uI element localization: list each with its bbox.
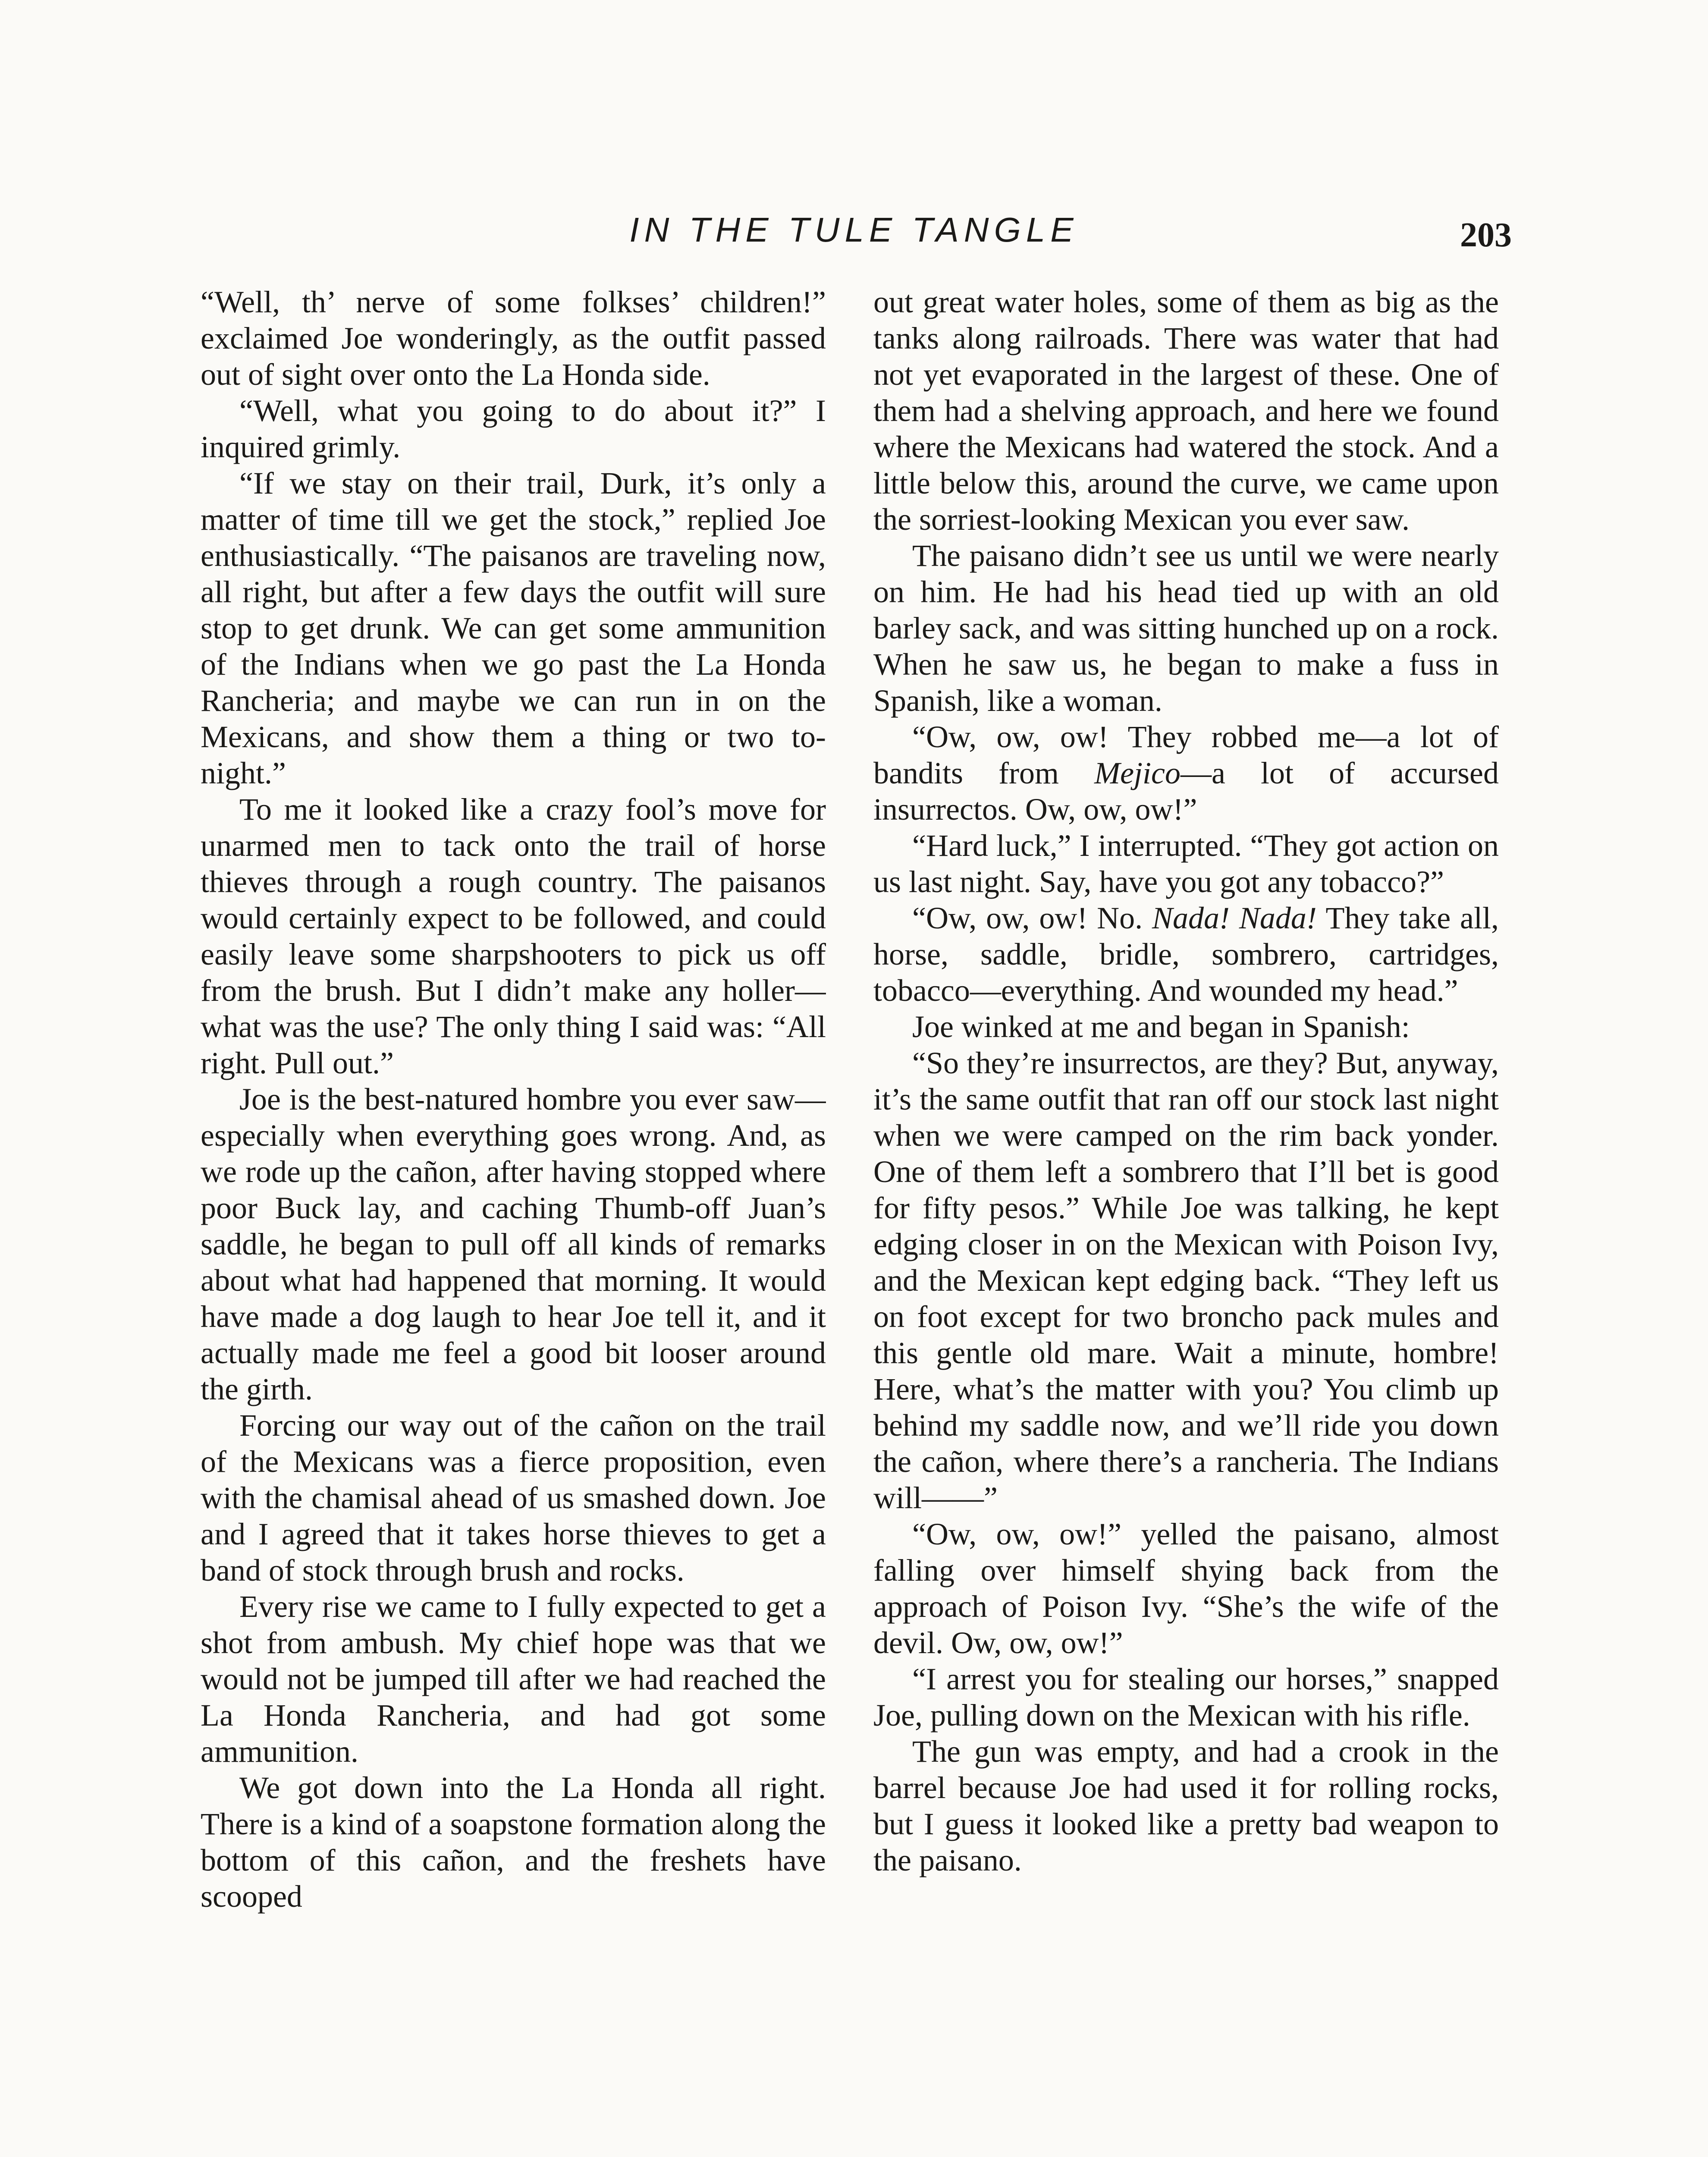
italic-word: Mejico: [1094, 756, 1181, 790]
paragraph: Joe winked at me and began in Spanish:: [912, 1009, 1410, 1044]
page-header: [0, 206, 1708, 258]
paragraph: The gun was empty, and had a crook in the barrel because Joe had used it for rolling rocks, but I guess it looked like a pretty bad weapon to the paisano.: [873, 1734, 1499, 1877]
paragraph: Every rise we came to I fully expected to get a shot from ambush. My chief hope was that we would not be jumped till after we had reached the La Honda Rancheria, and had got some ammunition.: [201, 1589, 826, 1769]
left-column: [201, 284, 826, 2157]
text-run: They take all, horse, saddle, bridle, sombrero, cartridges, tobacco—everything. And wounded my head.”: [873, 901, 1499, 1008]
paragraph: “I arrest you for stealing our horses,” snapped Joe, pulling down on the Mexican with his rifle.: [873, 1662, 1499, 1733]
right-column: [873, 284, 1499, 2157]
text-run: “Ow, ow, ow! No.: [912, 901, 1152, 935]
paragraph: Joe is the best-natured hombre you ever saw—especially when everything goes wrong. And, as we rode up the cañon, after having stopped where poor Buck lay, and caching Thumb-off Juan’s saddle, he began to pull off all kinds of remarks about what had happened that morning. It would have made a dog laugh to hear Joe tell it, and it actually made me feel a good bit looser around the girth.: [201, 1082, 826, 1406]
paragraph: To me it looked like a crazy fool’s move for unarmed men to tack onto the trail of horse thieves through a rough country. The paisanos would certainly expect to be followed, and could easily leave some sharpshooters to pick us off from the brush. But I didn’t make any holler—what was the use? The only thing I said was: “All right. Pull out.”: [201, 792, 826, 1080]
paragraph: “If we stay on their trail, Durk, it’s only a matter of time till we get the stock,” replied Joe enthusiastically. “The paisanos are traveling now, all right, but after a few days the outfit will sure stop to get drunk. We can get some ammunition of the Indians when we go past the La Honda Rancheria; and maybe we can run in on the Mexicans, and show them a thing or two to-night.”: [201, 466, 826, 790]
paragraph: [873, 719, 1499, 827]
paragraph: “Well, what you going to do about it?” I inquired grimly.: [201, 393, 826, 464]
paragraph: The paisano didn’t see us until we were nearly on him. He had his head tied up with an old barley sack, and was sitting hunched up on a rock. When he saw us, he began to make a fuss in Spanish, like a woman.: [873, 538, 1499, 718]
paragraph: “Well, th’ nerve of some folkses’ children!” exclaimed Joe wonderingly, as the outfit passed out of sight over onto the La Honda side.: [201, 285, 826, 392]
text-run: “Ow, ow, ow! They robbed me—a lot of bandits from: [873, 720, 1499, 790]
paragraph: Forcing our way out of the cañon on the trail of the Mexicans was a fierce proposition, even with the chamisal ahead of us smashed down. Joe and I agreed that it takes horse thieves to get a band of stock through brush and rocks.: [201, 1408, 826, 1588]
page-number: 203: [1460, 216, 1512, 254]
paragraph: out great water holes, some of them as big as the tanks along railroads. There was water that had not yet evaporated in the largest of these. One of them had a shelving approach, and here we found where the Mexicans had watered the stock. And a little below this, around the curve, we came upon the sorriest-looking Mexican you ever saw.: [873, 285, 1499, 537]
running-title: IN THE TULE TANGLE: [629, 211, 1079, 249]
paragraph: We got down into the La Honda all right. There is a kind of a soapstone formation along the bottom of this cañon, and the freshets have scooped: [201, 1770, 826, 1914]
paragraph: “Hard luck,” I interrupted. “They got action on us last night. Say, have you got any tobacco?”: [873, 828, 1499, 899]
paragraph: “So they’re insurrectos, are they? But, anyway, it’s the same outfit that ran off our stock last night when we were camped on the rim back yonder. One of them left a sombrero that I’ll bet is good for fifty pesos.” While Joe was talking, he kept edging closer in on the Mexican with Poison Ivy, and the Mexican kept edging back. “They left us on foot except for two broncho pack mules and this gentle old mare. Wait a minute, hombre! Here, what’s the matter with you? You climb up behind my saddle now, and we’ll ride you down the cañon, where there’s a rancheria. The Indians will——”: [873, 1046, 1499, 1515]
paragraph: [873, 900, 1499, 1009]
paragraph: “Ow, ow, ow!” yelled the paisano, almost falling over himself shying back from the approach of Poison Ivy. “She’s the wife of the devil. Ow, ow, ow!”: [873, 1517, 1499, 1660]
italic-phrase: Nada! Nada!: [1152, 901, 1317, 935]
text-run: —a lot of accursed insurrectos. Ow, ow, ow!”: [873, 756, 1499, 827]
